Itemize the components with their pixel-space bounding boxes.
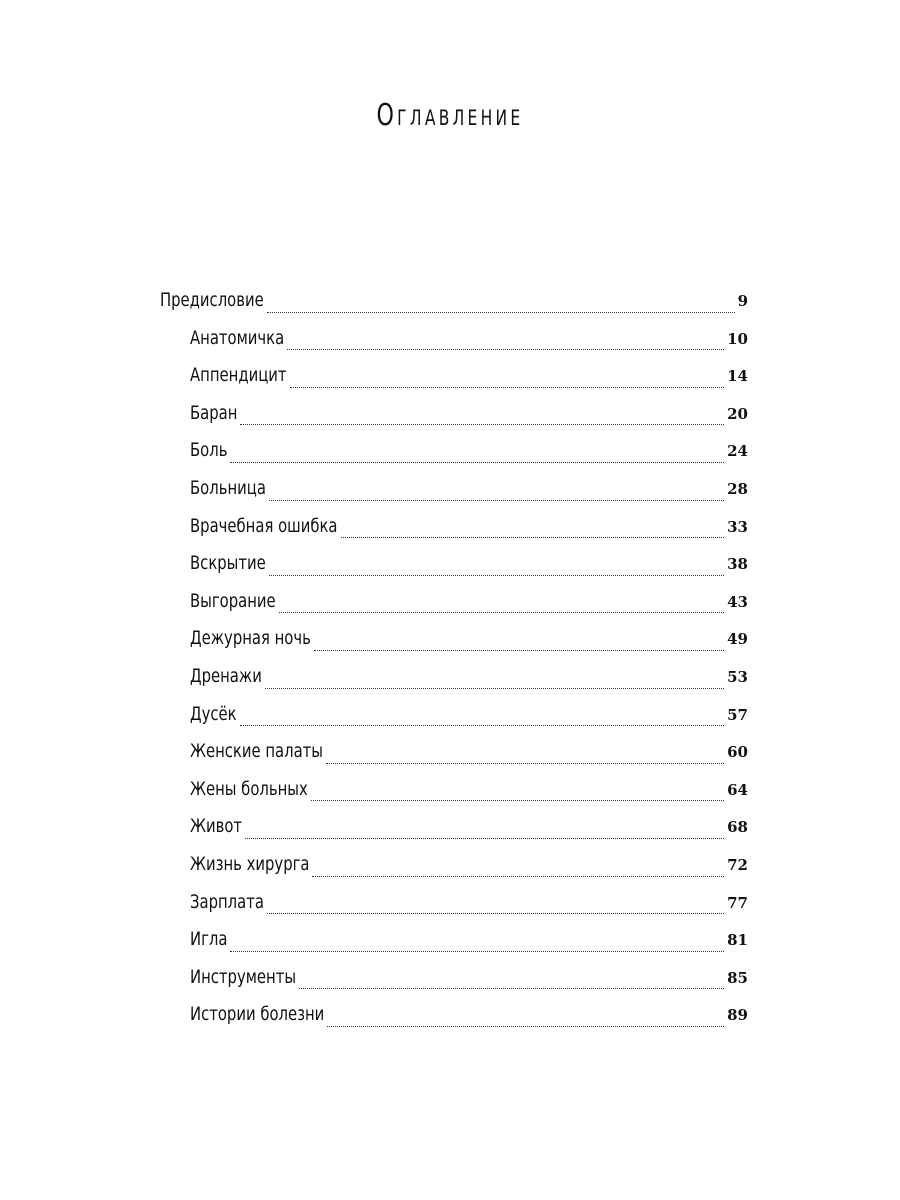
toc-entry-title: Истории болезни xyxy=(190,1003,325,1026)
toc-entry xyxy=(160,812,748,850)
toc-entry xyxy=(160,436,748,474)
toc-entry-page-number: 81 xyxy=(727,931,748,950)
toc-entry-title: Женские палаты xyxy=(190,740,323,763)
toc-entry-title: Больница xyxy=(190,476,266,499)
dot-leader xyxy=(269,575,724,576)
toc-entry-page-number: 9 xyxy=(737,292,748,310)
toc-entry-page-number: 53 xyxy=(727,667,748,686)
dot-leader xyxy=(230,951,724,952)
toc-entry xyxy=(160,399,748,437)
toc-entry xyxy=(160,324,748,362)
dot-leader xyxy=(245,838,724,839)
toc-entry-title: Жизнь хирурга xyxy=(190,852,310,875)
dot-leader xyxy=(267,913,724,914)
dot-leader xyxy=(314,650,724,651)
toc-entry-page-number: 72 xyxy=(727,855,748,874)
toc-entry-title: Игла xyxy=(190,928,228,951)
toc-entry-title: Предисловие xyxy=(160,289,264,311)
toc-entry xyxy=(160,925,748,963)
toc-entry xyxy=(160,775,748,813)
dot-leader xyxy=(311,800,724,801)
dot-leader xyxy=(269,500,724,501)
toc-entry-page-number: 43 xyxy=(727,592,748,611)
toc-entry xyxy=(160,361,748,399)
toc-entry-page-number: 68 xyxy=(727,818,748,837)
table-of-contents xyxy=(160,286,748,1038)
toc-entry-title: Инструменты xyxy=(190,965,297,988)
dot-leader xyxy=(267,312,735,313)
toc-entry-title: Аппендицит xyxy=(190,364,287,387)
dot-leader xyxy=(312,876,724,877)
toc-entry xyxy=(160,888,748,926)
toc-entry-page-number: 77 xyxy=(727,893,748,912)
toc-entry xyxy=(160,963,748,1001)
toc-entry-title: Дусёк xyxy=(190,702,237,725)
toc-entry-title: Баран xyxy=(190,401,238,424)
dot-leader xyxy=(290,387,725,388)
toc-entry xyxy=(160,624,748,662)
toc-entry-page-number: 38 xyxy=(727,555,748,574)
toc-entry xyxy=(160,700,748,738)
dot-leader xyxy=(299,988,724,989)
toc-entry xyxy=(160,850,748,888)
toc-entry-title: Жены больных xyxy=(190,777,308,800)
toc-entry xyxy=(160,1000,748,1038)
toc-entry-title: Дежурная ночь xyxy=(190,627,311,650)
toc-entry xyxy=(160,587,748,625)
toc-entry-page-number: 49 xyxy=(727,630,748,649)
toc-entry-title: Дренажи xyxy=(190,664,262,687)
toc-entry xyxy=(160,474,748,512)
toc-entry-title: Живот xyxy=(190,815,243,838)
toc-entry-title: Боль xyxy=(190,439,228,462)
toc-entry-page-number: 60 xyxy=(727,743,748,762)
toc-entry-page-number: 85 xyxy=(727,968,748,987)
toc-entry-title: Вскрытие xyxy=(190,552,266,575)
toc-entry-title: Выгорание xyxy=(190,589,276,612)
toc-entry xyxy=(160,662,748,700)
toc-entry-page-number: 14 xyxy=(727,367,748,386)
dot-leader xyxy=(265,688,724,689)
toc-entry xyxy=(160,286,748,324)
toc-entry-title: Зарплата xyxy=(190,890,264,913)
toc-entry xyxy=(160,512,748,550)
dot-leader xyxy=(279,612,724,613)
dot-leader xyxy=(326,763,724,764)
toc-entry-title: Врачебная ошибка xyxy=(190,514,338,537)
toc-entry-page-number: 24 xyxy=(727,442,748,461)
dot-leader xyxy=(230,462,724,463)
dot-leader xyxy=(240,725,725,726)
toc-entry-page-number: 28 xyxy=(727,479,748,498)
dot-leader xyxy=(327,1026,724,1027)
toc-entry-title: Анатомичка xyxy=(190,326,285,349)
page-title: Оглавление xyxy=(376,98,524,133)
toc-entry-page-number: 89 xyxy=(727,1006,748,1025)
dot-leader xyxy=(341,537,725,538)
toc-entry-page-number: 57 xyxy=(727,705,748,724)
dot-leader xyxy=(240,424,724,425)
toc-entry-page-number: 33 xyxy=(727,517,748,536)
toc-entry-page-number: 10 xyxy=(727,329,748,348)
toc-entry-page-number: 64 xyxy=(727,780,748,799)
dot-leader xyxy=(287,349,724,350)
toc-entry-page-number: 20 xyxy=(727,404,748,423)
toc-entry xyxy=(160,549,748,587)
toc-entry xyxy=(160,737,748,775)
